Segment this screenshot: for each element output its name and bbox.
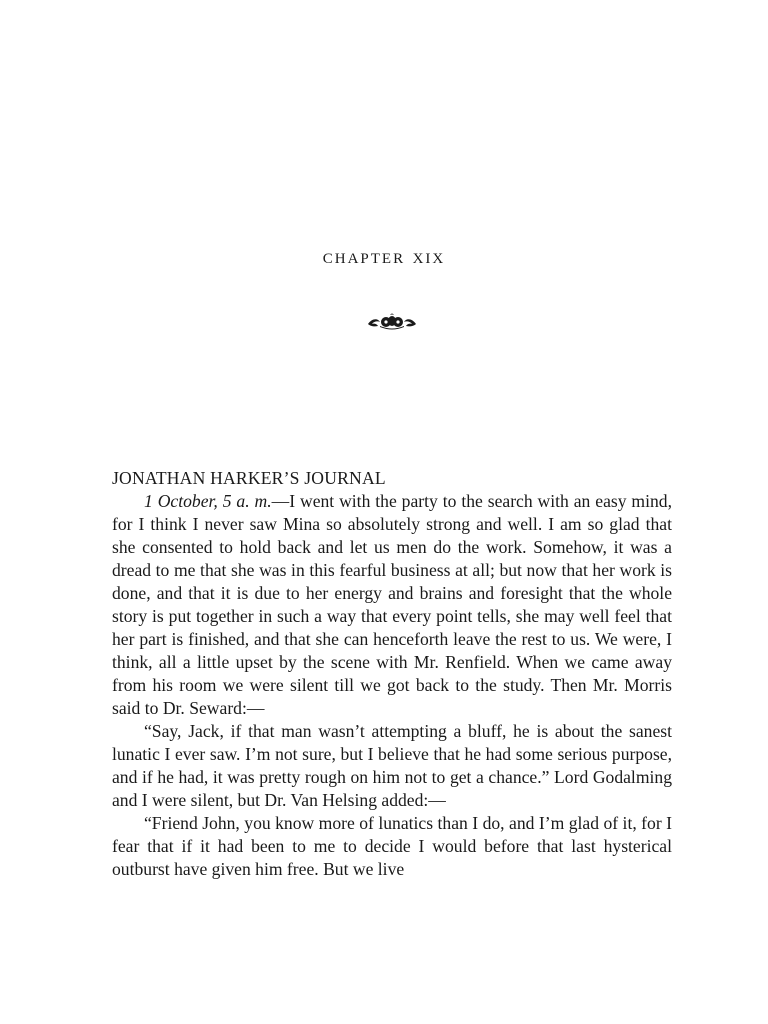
paragraph-text: —I went with the party to the search with an easy mind, for I think I never saw Mina so absolutely strong and well. I am so glad that she consented to hold back and let us men do the work. Somehow, it was a dread to me that she was in this fearful business at all; but now that her work is done, and that it is due to her energy and brains and foresight that the whole story is put together in such a way that every point tells, she may well feel that her part is finished, and that she can henceforth leave the rest to us. We were, I think, all a little upset by the scene with Mr. Renfield. When we came away from his room we were silent till we got back to the study. Then Mr. Morris said to Dr. Seward:—: [112, 491, 672, 718]
entry-date: 1 October, 5 a. m.: [144, 491, 272, 511]
journal-paragraph-1: [112, 490, 672, 720]
fleuron-ornament-icon: [364, 312, 420, 332]
journal-paragraph-2: “Say, Jack, if that man wasn’t attempting a bluff, he is about the sanest lunatic I ever saw. I’m not sure, but I believe that he had some serious purpose, and if he had, it was pretty rough on him not to get a chance.” Lord Godalming and I were silent, but Dr. Van Helsing added:—: [112, 721, 672, 810]
journal-heading: JONATHAN HARKER’S JOURNAL: [112, 468, 386, 488]
journal-paragraph-3: “Friend John, you know more of lunatics than I do, and I’m glad of it, for I fear that if it had been to me to decide I would before that last hysterical outburst have given him free. But we live: [112, 813, 672, 879]
chapter-title: chapter xix: [322, 243, 446, 268]
journal-text: [112, 467, 672, 881]
